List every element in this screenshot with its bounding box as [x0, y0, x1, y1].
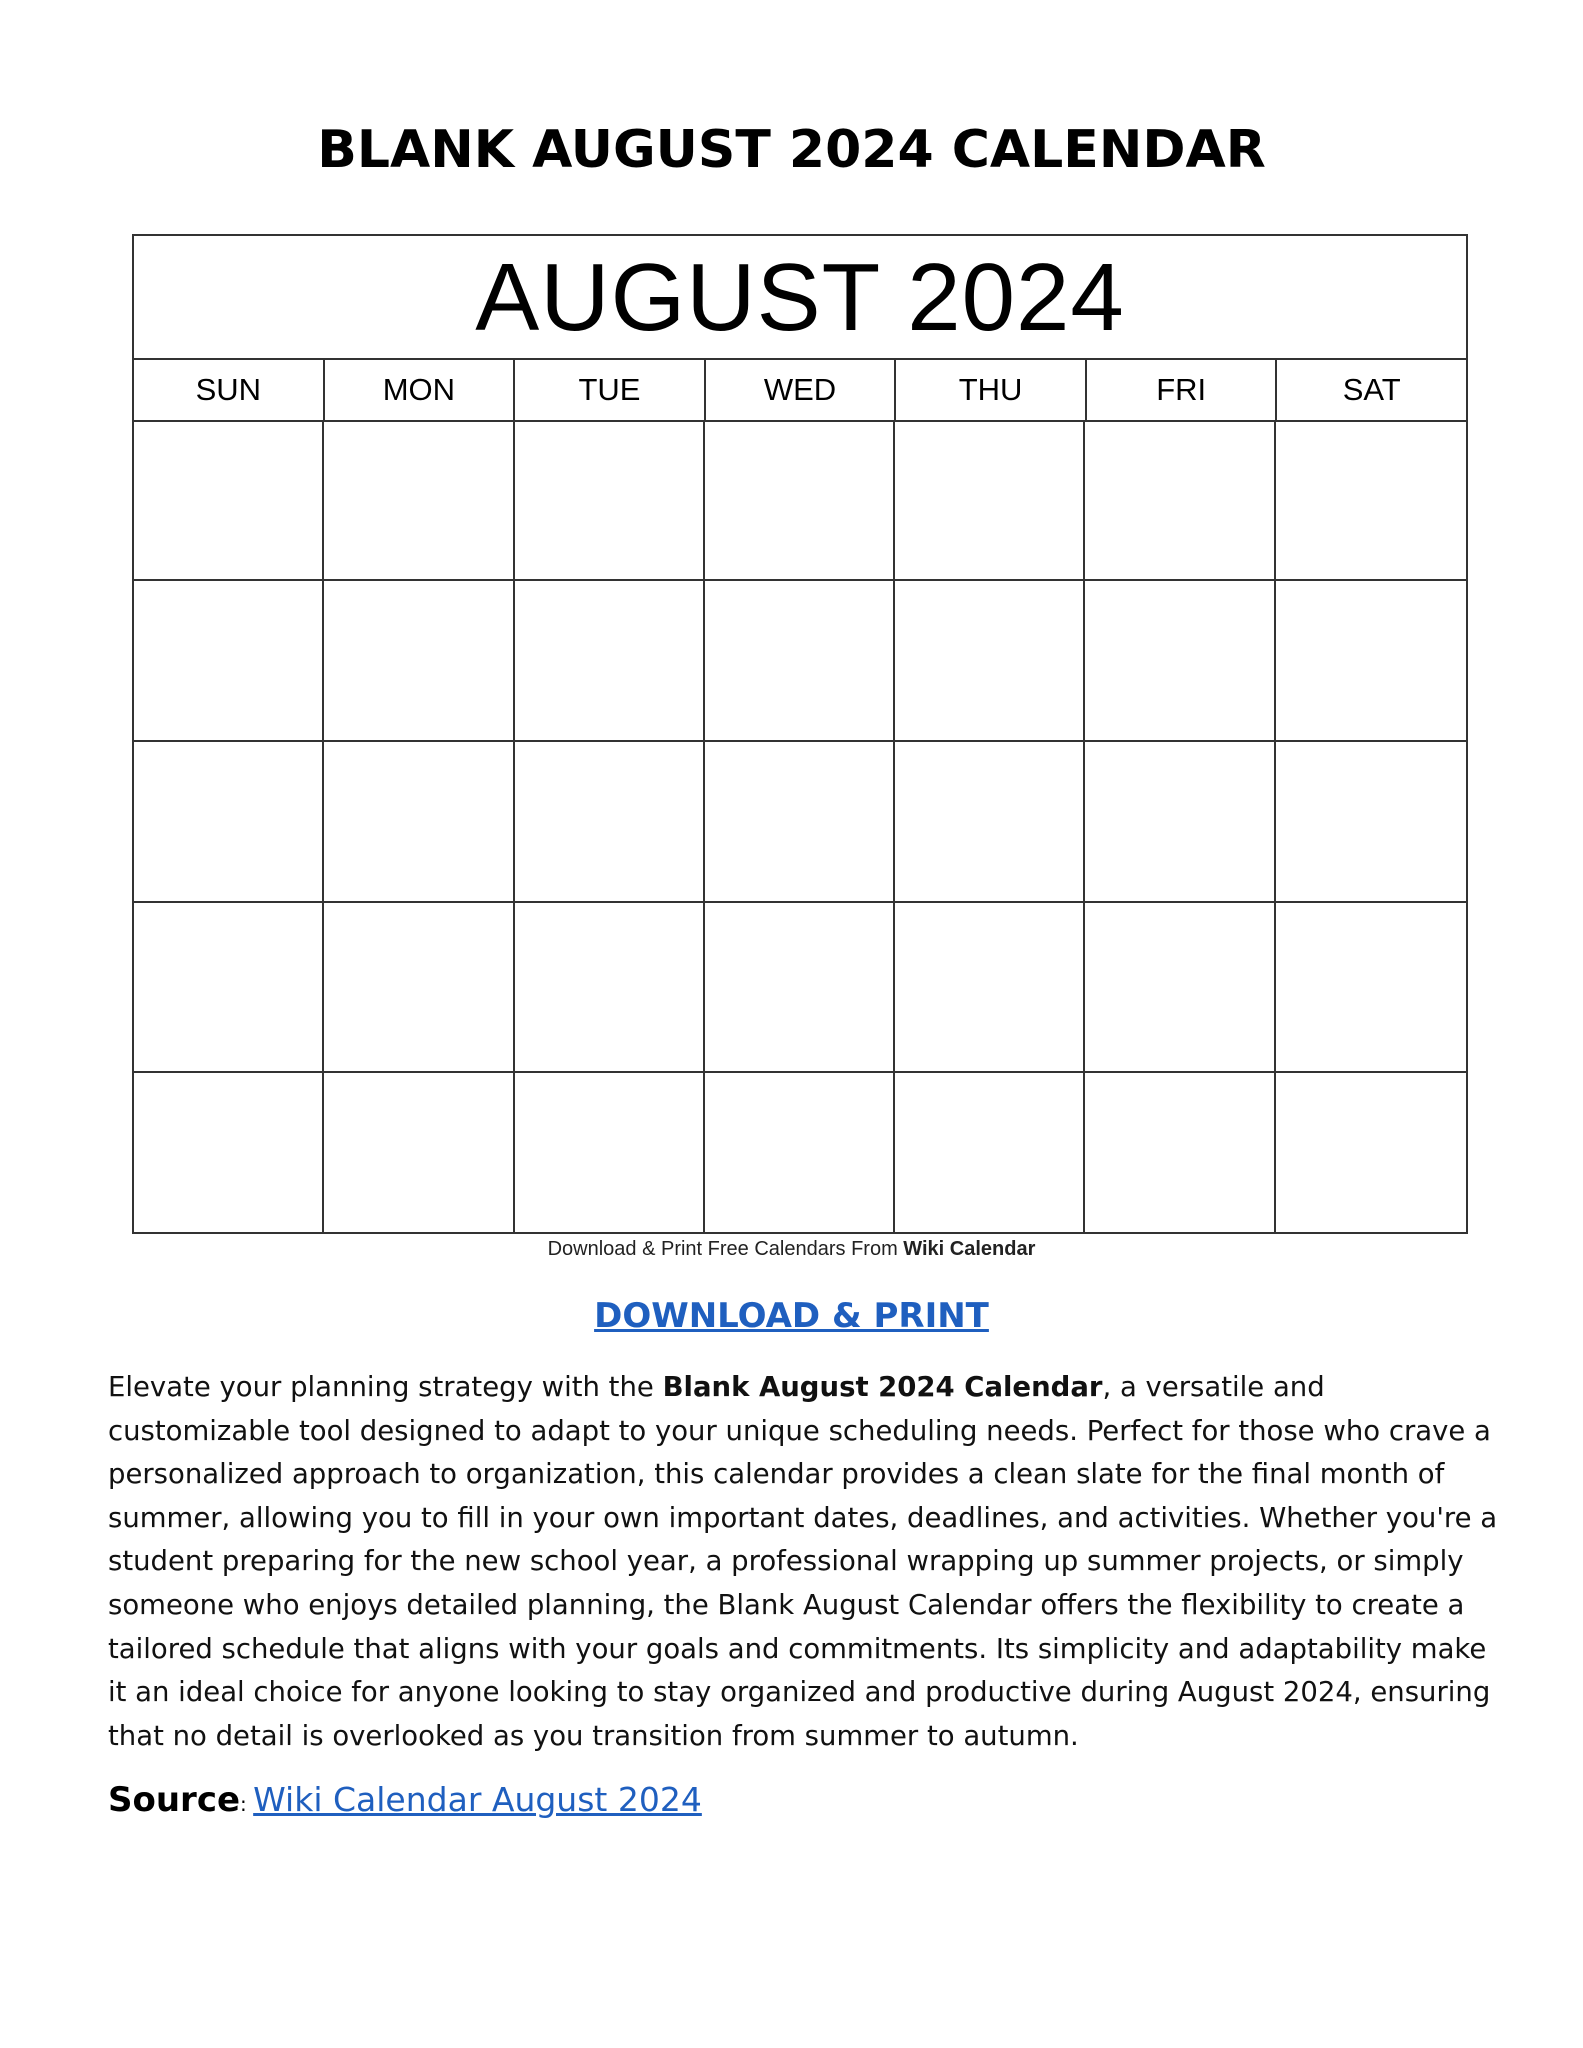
calendar-day-cell: [515, 1073, 705, 1232]
calendar-day-cell: [1276, 742, 1466, 903]
calendar-day-cell: [324, 742, 514, 903]
source-colon: :: [240, 1792, 254, 1816]
calendar-day-cell: [324, 903, 514, 1073]
calendar-day-cell: [1276, 903, 1466, 1073]
weekday-tue: TUE: [515, 360, 706, 420]
calendar-image: [132, 234, 1468, 1234]
download-print-link[interactable]: DOWNLOAD & PRINT: [594, 1296, 989, 1336]
page-title: BLANK AUGUST 2024 CALENDAR: [317, 120, 1266, 180]
calendar-month-heading: AUGUST 2024: [134, 236, 1466, 360]
weekday-fri: FRI: [1087, 360, 1278, 420]
download-print: [0, 1294, 1583, 1338]
calendar-day-cell: [1085, 1073, 1275, 1232]
calendar-day-cell: [705, 1073, 895, 1232]
weekday-sat: SAT: [1342, 372, 1401, 407]
calendar-day-cell: [1276, 581, 1466, 742]
description-bold: Blank August 2024 Calendar: [662, 1371, 1103, 1403]
calendar-day-cell: [134, 742, 324, 903]
calendar-credit-prefix: Download & Print Free Calendars From: [547, 1238, 904, 1260]
weekday-mon: MON: [325, 360, 516, 420]
calendar-day-cell: [515, 742, 705, 903]
weekday-sun: SUN: [134, 360, 325, 420]
calendar-day-cell: [134, 581, 324, 742]
calendar-day-cell: [1085, 742, 1275, 903]
source-link[interactable]: Wiki Calendar August 2024: [253, 1780, 702, 1819]
calendar-day-cell: [895, 581, 1085, 742]
calendar-day-cell: [1085, 581, 1275, 742]
calendar-day-cell: [895, 422, 1085, 581]
calendar-day-cell: [134, 903, 324, 1073]
description-part2: , a versatile and customizable tool designed to adapt to your unique scheduling needs. Perfect for those who crave a personalized approach to organization, this calendar provides a clean slate for the final month of summer, allowing you to fill in your own important dates, deadlines, and activities. Whether you're a student preparing for the new school year, a professional wrapping up summer projects, or simply someone who enjoys detailed planning, the Blank August Calendar offers the flexibility to create a tailored schedule that aligns with your goals and commitments. Its simplicity and adaptability make it an ideal choice for anyone looking to stay organized and productive during August 2024, ensuring that no detail is overlooked as you transition from summer to autumn.: [108, 1371, 1498, 1752]
calendar-credit: [0, 1236, 1583, 1262]
calendar-day-cell: [134, 422, 324, 581]
source-label: Source: [108, 1780, 241, 1820]
calendar-day-cell: [895, 903, 1085, 1073]
calendar-day-cell: [705, 422, 895, 581]
description-paragraph: [108, 1366, 1498, 1758]
calendar-credit-brand: Wiki Calendar: [903, 1238, 1036, 1260]
calendar-day-cell: [705, 742, 895, 903]
calendar-day-cell: [705, 581, 895, 742]
weekday-thu: THU: [896, 360, 1087, 420]
source-line: [108, 1778, 1498, 1826]
calendar-day-cell: [515, 903, 705, 1073]
calendar-day-cell: [324, 422, 514, 581]
calendar-day-cell: [515, 581, 705, 742]
calendar-weekday-row: [134, 360, 1466, 422]
calendar-day-cell: [324, 1073, 514, 1232]
calendar-day-cell: [895, 742, 1085, 903]
calendar-day-cell: [134, 1073, 324, 1232]
calendar-day-cell: [895, 1073, 1085, 1232]
calendar-day-cell: [1276, 422, 1466, 581]
calendar-day-cell: [705, 903, 895, 1073]
calendar-day-grid: [134, 422, 1466, 1232]
weekday-wed: WED: [706, 360, 897, 420]
calendar-day-cell: [1085, 422, 1275, 581]
calendar-day-cell: [324, 581, 514, 742]
calendar-day-cell: [1276, 1073, 1466, 1232]
calendar-day-cell: [1085, 903, 1275, 1073]
calendar-day-cell: [515, 422, 705, 581]
description-part1: Elevate your planning strategy with the: [108, 1371, 663, 1403]
